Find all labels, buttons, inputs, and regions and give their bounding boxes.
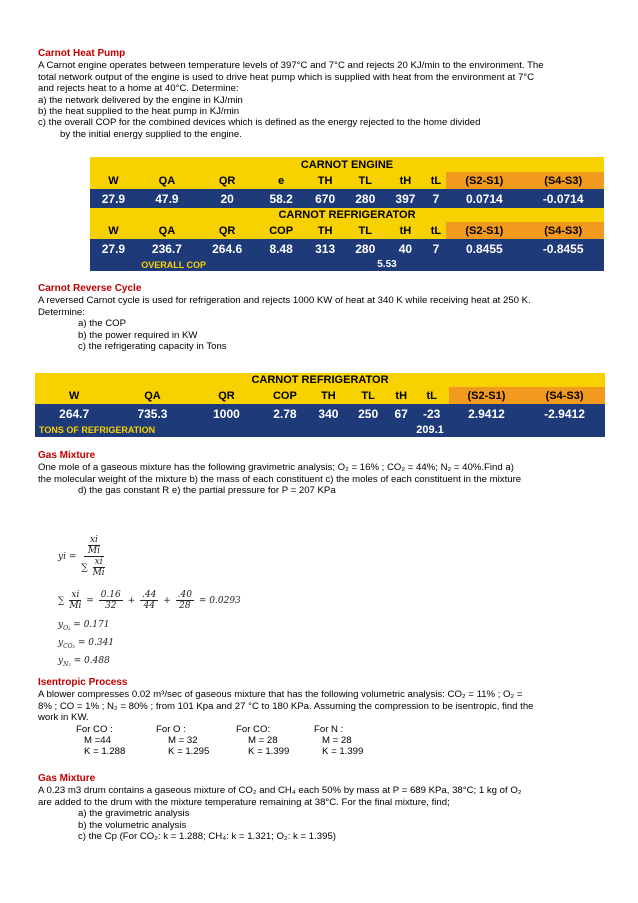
tons-value: 209.1 <box>261 423 605 437</box>
table-cell: 8.48 <box>257 239 305 258</box>
section-carnot-heat-pump <box>38 48 604 140</box>
prop-o2: For O : M = 32 K = 1.295 <box>156 723 210 758</box>
table-header-cell: tL <box>426 172 447 189</box>
y-n2: $y_{N_2} = 0.488$ <box>58 656 110 668</box>
table-header-cell: (S2-S1) <box>446 222 522 239</box>
table-cell: 670 <box>305 189 345 208</box>
table-cell: 313 <box>305 239 345 258</box>
section-carnot-reverse-cycle <box>38 283 604 352</box>
problem-text: A 0.23 m3 drum contains a gaseous mixture of CO₂ and CH₄ each 50% by mass at P = 689 KPa, 38°C; 1 kg of O₂ <box>38 785 522 797</box>
table-cell: 0.8455 <box>446 239 522 258</box>
y-o2: $y_{O_2} = 0.171$ <box>58 620 110 632</box>
section-title: Gas Mixture <box>38 773 96 784</box>
table-cell: 264.6 <box>197 239 257 258</box>
table-cell: 280 <box>345 239 385 258</box>
table-header-cell: COP <box>261 387 308 404</box>
table-header-cell: QR <box>192 387 262 404</box>
problem-text: total network output of the engine is used to drive heat pump which is supplied with heat from the environment at 7°C <box>38 71 535 83</box>
problem-text: A blower compresses 0.02 m³/sec of gaseous mixture that has the following volumetric analysis: CO₂ = 11% ; O₂ = <box>38 689 523 701</box>
section-title: Carnot Reverse Cycle <box>38 283 142 294</box>
table-title: CARNOT REFRIGERATOR <box>90 208 604 222</box>
carnot-engine-table <box>90 157 604 271</box>
table-cell: 58.2 <box>257 189 305 208</box>
prop-co2: For CO : M =44 K = 1.288 <box>76 723 126 758</box>
equations <box>58 535 258 670</box>
problem-text: and rejects heat to a home at 40°C. Determine: <box>38 83 239 95</box>
table-header-cell: (S4-S3) <box>522 172 604 189</box>
problem-text: One mole of a gaseous mixture has the following gravimetric analysis; O₂ = 16% ; CO₂ = 44%; N₂ = 40%.Find a) <box>38 462 514 474</box>
question-b: b) the heat supplied to the heat pump in KJ/min <box>38 106 240 118</box>
table-header-cell: W <box>90 172 137 189</box>
table-cell: 1000 <box>192 404 262 423</box>
table-cell: 7 <box>426 189 447 208</box>
question-a: a) the network delivered by the engine in KJ/min <box>38 94 243 106</box>
table-cell: -0.8455 <box>522 239 604 258</box>
table-cell: 0.0714 <box>446 189 522 208</box>
table-header-cell: TH <box>305 222 345 239</box>
table-cell: -23 <box>414 404 448 423</box>
table-header-cell: QR <box>197 222 257 239</box>
table-cell: 27.9 <box>90 189 137 208</box>
table-header-cell: W <box>35 387 113 404</box>
table-cell: 264.7 <box>35 404 113 423</box>
problem-text: A reversed Carnot cycle is used for refrigeration and rejects 1000 KW of heat at 340 K while receiving heat at 250 K. <box>38 295 531 307</box>
table-header-cell: tH <box>388 387 414 404</box>
question-b: b) the power required in KW <box>78 329 198 341</box>
table-header-cell: tH <box>385 172 425 189</box>
section-gas-mixture-1 <box>38 450 604 497</box>
table-cell: 40 <box>385 239 425 258</box>
sum-equation: ∑ $\frac{xi}{Mi}$ = $\frac{0.16}{32}$ + $\frac{.44}{44}$ + $\frac{.40}{28}$ = 0.0293 <box>58 590 241 611</box>
table-cell: 20 <box>197 189 257 208</box>
table-header-cell: TL <box>348 387 388 404</box>
section-gas-mixture-2 <box>38 773 604 842</box>
question-a: a) the gravimetric analysis <box>78 808 190 820</box>
table-header-cell: COP <box>257 222 305 239</box>
section-title: Gas Mixture <box>38 450 96 461</box>
question-a: a) the COP <box>78 318 126 330</box>
prop-n2: For N : M = 28 K = 1.399 <box>314 723 364 758</box>
yi-equation: yi = $\frac{xi}{Mi}$ ∑ $\frac{xi}{Mi}$ <box>58 535 105 578</box>
table-cell: 236.7 <box>137 239 197 258</box>
table-cell: 67 <box>388 404 414 423</box>
problem-text: the molecular weight of the mixture b) the mass of each constituent c) the moles of each constituent in the mixture <box>38 473 522 485</box>
table-header-cell: TH <box>309 387 349 404</box>
table-header-cell: tH <box>385 222 425 239</box>
table-header-cell: QA <box>113 387 191 404</box>
problem-text: are added to the drum with the mixture temperature remaining at 38°C. For the final mixture, find; <box>38 796 450 808</box>
y-co2: $y_{CO_2} = 0.341$ <box>58 638 115 650</box>
table-cell: 340 <box>309 404 349 423</box>
table-header-cell: tL <box>414 387 448 404</box>
question-c: c) the refrigerating capacity in Tons <box>78 341 227 353</box>
table-header-cell: QA <box>137 222 197 239</box>
overall-cop-value: 5.53 <box>257 258 604 271</box>
table-cell: 735.3 <box>113 404 191 423</box>
table-header-cell: e <box>257 172 305 189</box>
table-header-cell: (S2-S1) <box>449 387 524 404</box>
table-header-cell: W <box>90 222 137 239</box>
table-cell: 27.9 <box>90 239 137 258</box>
table-cell: 7 <box>426 239 447 258</box>
properties-list <box>38 724 604 758</box>
table-header-cell: TL <box>345 172 385 189</box>
table-header-cell: (S2-S1) <box>446 172 522 189</box>
table-header-cell: QA <box>137 172 197 189</box>
table-header-cell: TH <box>305 172 345 189</box>
table-header-cell: (S4-S3) <box>522 222 604 239</box>
question-c-cont: by the initial energy supplied to the engine. <box>60 128 242 140</box>
table-cell: 47.9 <box>137 189 197 208</box>
section-title: Isentropic Process <box>38 677 128 688</box>
question-b: b) the volumetric analysis <box>78 819 187 831</box>
question-c: c) the Cp (For CO₂: k = 1.288; CH₄: k = 1.321; O₂: k = 1.395) <box>78 831 336 843</box>
prop-co: For CO: M = 28 K = 1.399 <box>236 723 290 758</box>
table-header-cell: tL <box>426 222 447 239</box>
table-header-cell: QR <box>197 172 257 189</box>
problem-text: A Carnot engine operates between temperature levels of 397°C and 7°C and rejects 20 KJ/min to the environment. The <box>38 60 544 72</box>
table-cell: 2.78 <box>261 404 308 423</box>
problem-text: d) the gas constant R e) the partial pressure for P = 207 KPa <box>78 485 336 497</box>
table-header-cell: TL <box>345 222 385 239</box>
table-title: CARNOT REFRIGERATOR <box>35 373 605 387</box>
overall-cop-label: OVERALL COP <box>90 258 257 271</box>
table-cell: 280 <box>345 189 385 208</box>
table-header-cell: (S4-S3) <box>524 387 605 404</box>
table-title: CARNOT ENGINE <box>90 157 604 172</box>
table-cell: -2.9412 <box>524 404 605 423</box>
table-cell: 2.9412 <box>449 404 524 423</box>
problem-text: work in KW. <box>38 712 89 724</box>
problem-text: 8% ; CO = 1% ; N₂ = 80% ; from 101 Kpa and 27 °C to 180 KPa. Assuming the compression to be isentropic, find the <box>38 700 534 712</box>
section-title: Carnot Heat Pump <box>38 48 126 59</box>
table-cell: -0.0714 <box>522 189 604 208</box>
carnot-refrigerator-table <box>35 373 605 437</box>
question-c: c) the overall COP for the combined devices which is defined as the energy rejected to the home divided <box>38 117 481 129</box>
section-isentropic-process <box>38 677 604 758</box>
table-cell: 250 <box>348 404 388 423</box>
table-cell: 397 <box>385 189 425 208</box>
problem-text: Determine: <box>38 306 85 318</box>
tons-label: TONS OF REFRIGERATION <box>35 423 261 437</box>
